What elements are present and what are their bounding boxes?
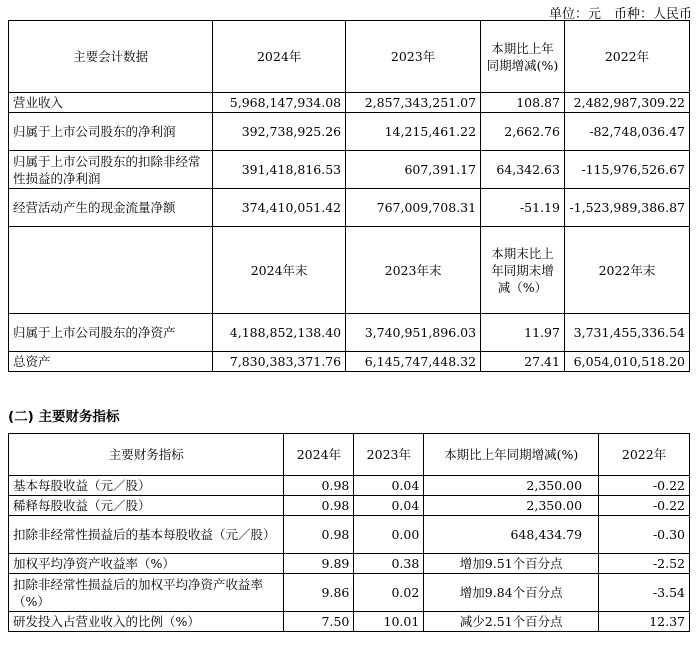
cell-value: 0.02	[354, 574, 424, 612]
cell-value: 增加9.51个百分点	[424, 554, 599, 574]
cell-value: 减少2.51个百分点	[424, 612, 599, 632]
cell-value: 2,662.76	[481, 113, 565, 151]
cell-value: 5,968,147,934.08	[213, 93, 346, 113]
header-cell: 2024年	[213, 21, 346, 93]
table-row	[9, 352, 690, 372]
cell-value: 2,350.00	[424, 496, 599, 516]
table-header-row	[9, 434, 690, 476]
cell-value: 11.97	[481, 314, 565, 352]
cell-value: -3.54	[599, 574, 690, 612]
cell-value: 27.41	[481, 352, 565, 372]
cell-value: 14,215,461.22	[346, 113, 481, 151]
cell-value: 767,009,708.31	[346, 189, 481, 227]
cell-value: 0.00	[354, 516, 424, 554]
row-label: 基本每股收益（元／股）	[9, 476, 284, 496]
cell-value: 648,434.79	[424, 516, 599, 554]
section-title: (二) 主要财务指标	[8, 409, 120, 425]
cell-value: 9.86	[284, 574, 354, 612]
row-label: 经营活动产生的现金流量净额	[9, 189, 213, 227]
row-label: 稀释每股收益（元／股）	[9, 496, 284, 516]
header-cell: 2023年	[346, 21, 481, 93]
accounting-data-table	[8, 20, 690, 372]
row-label: 总资产	[9, 352, 213, 372]
cell-value: 64,342.63	[481, 151, 565, 189]
table-row	[9, 314, 690, 352]
financial-indicators-table	[8, 433, 690, 632]
cell-value: 7.50	[284, 612, 354, 632]
cell-value: 2,350.00	[424, 476, 599, 496]
row-label: 营业收入	[9, 93, 213, 113]
cell-value: 4,188,852,138.40	[213, 314, 346, 352]
cell-value: 9.89	[284, 554, 354, 574]
table-row	[9, 93, 690, 113]
table-row	[9, 554, 690, 574]
cell-value: 2,857,343,251.07	[346, 93, 481, 113]
row-label: 归属于上市公司股东的净利润	[9, 113, 213, 151]
cell-value: 3,740,951,896.03	[346, 314, 481, 352]
cell-value: 374,410,051.42	[213, 189, 346, 227]
cell-value: 0.98	[284, 516, 354, 554]
row-label: 扣除非经常性损益后的加权平均净资产收益率（%）	[9, 574, 284, 612]
row-label: 加权平均净资产收益率（%）	[9, 554, 284, 574]
cell-value: 12.37	[599, 612, 690, 632]
cell-value: -0.22	[599, 496, 690, 516]
header-cell: 2023年末	[346, 227, 481, 314]
table-header-row	[9, 21, 690, 93]
table-row	[9, 574, 690, 612]
cell-value: 0.04	[354, 476, 424, 496]
header-cell: 2022年	[564, 21, 689, 93]
header-cell: 主要财务指标	[9, 434, 284, 476]
table-row	[9, 496, 690, 516]
cell-value: 7,830,383,371.76	[213, 352, 346, 372]
cell-value: 108.87	[481, 93, 565, 113]
cell-value: -0.22	[599, 476, 690, 496]
cell-value: 0.04	[354, 496, 424, 516]
cell-value: 0.98	[284, 476, 354, 496]
header-cell: 2024年末	[213, 227, 346, 314]
cell-value: 3,731,455,336.54	[564, 314, 689, 352]
cell-value: 6,145,747,448.32	[346, 352, 481, 372]
cell-value: -51.19	[481, 189, 565, 227]
cell-value: -2.52	[599, 554, 690, 574]
table-header-row	[9, 227, 690, 314]
cell-value: -82,748,036.47	[564, 113, 689, 151]
cell-value: 607,391.17	[346, 151, 481, 189]
cell-value: 2,482,987,309.22	[564, 93, 689, 113]
cell-value: -115,976,526.67	[564, 151, 689, 189]
row-label: 归属于上市公司股东的扣除非经常性损益的净利润	[9, 151, 213, 189]
table-row	[9, 189, 690, 227]
header-cell: 2023年	[354, 434, 424, 476]
header-cell: 本期比上年同期增减(%)	[481, 21, 565, 93]
cell-value: -0.30	[599, 516, 690, 554]
cell-value: -1,523,989,386.87	[564, 189, 689, 227]
header-cell: 主要会计数据	[9, 21, 213, 93]
cell-value: 392,738,925.26	[213, 113, 346, 151]
cell-value: 6,054,010,518.20	[564, 352, 689, 372]
row-label: 研发投入占营业收入的比例（%）	[9, 612, 284, 632]
header-cell: 2022年末	[564, 227, 689, 314]
cell-value: 0.98	[284, 496, 354, 516]
cell-value: 增加9.84个百分点	[424, 574, 599, 612]
cell-value: 10.01	[354, 612, 424, 632]
header-cell: 2022年	[599, 434, 690, 476]
cell-value: 0.38	[354, 554, 424, 574]
row-label: 扣除非经常性损益后的基本每股收益（元／股）	[9, 516, 284, 554]
table-row	[9, 612, 690, 632]
header-cell	[9, 227, 213, 314]
unit-note: 单位：元 币种：人民币	[548, 7, 692, 22]
table-row	[9, 113, 690, 151]
table-row	[9, 151, 690, 189]
header-cell: 本期末比上年同期末增减（%）	[481, 227, 565, 314]
table-row	[9, 476, 690, 496]
header-cell: 2024年	[284, 434, 354, 476]
table-row	[9, 516, 690, 554]
cell-value: 391,418,816.53	[213, 151, 346, 189]
header-cell: 本期比上年同期增减(%)	[424, 434, 599, 476]
row-label: 归属于上市公司股东的净资产	[9, 314, 213, 352]
